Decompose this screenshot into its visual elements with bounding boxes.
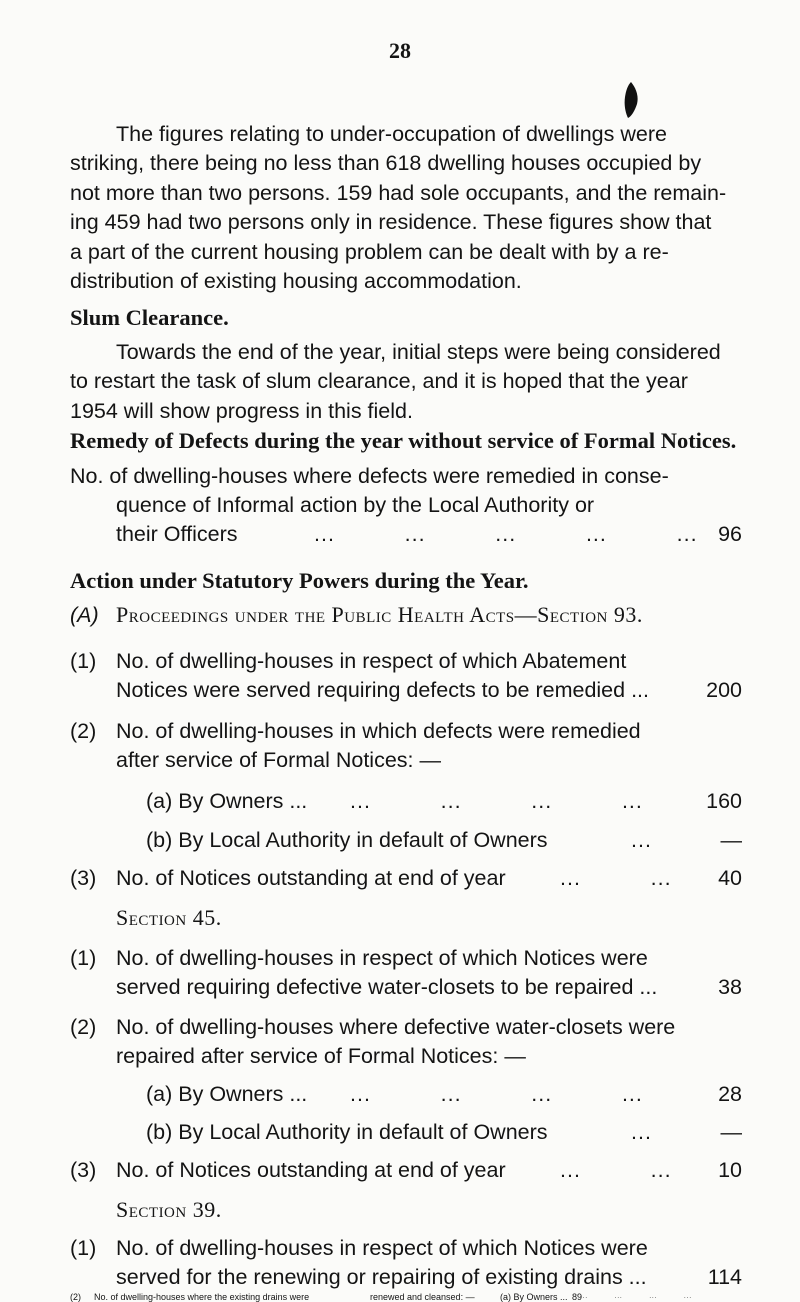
item-value: 38	[718, 975, 742, 999]
intro-paragraph	[70, 120, 742, 296]
remedy-value: 96	[718, 522, 742, 546]
leader-dots: ... ...	[560, 1158, 672, 1182]
item-number: (2)	[70, 1015, 97, 1039]
leader-dots: ... ... ... ...	[350, 789, 643, 813]
item-text: No. of dwelling-houses in respect of which Notices were	[116, 946, 648, 970]
item-row	[70, 716, 742, 746]
item-text: No. of dwelling-houses where defective water-closets were	[116, 1015, 676, 1039]
section-39-title: Section 39.	[116, 1197, 222, 1222]
item-row	[70, 1233, 742, 1263]
leader-dots: ... ... ... ...	[580, 1294, 693, 1300]
item-number: (3)	[70, 1158, 97, 1182]
item-row	[70, 1292, 742, 1302]
sub-item-label: (a) By Owners ...	[146, 789, 308, 813]
subheading-row	[70, 600, 742, 630]
slum-clearance-paragraph	[70, 338, 742, 426]
item-row	[70, 972, 742, 1002]
item-number: (1)	[70, 946, 97, 970]
sub-item-row	[70, 1117, 742, 1147]
slum-line: 1954 will show progress in this field.	[70, 398, 413, 423]
intro-line: not more than two persons. 159 had sole occupants, and the remain-	[70, 180, 727, 205]
remedy-line	[70, 490, 742, 520]
slum-line: Towards the end of the year, initial steps were being considered	[116, 340, 721, 364]
intro-line: a part of the current housing problem can be dealt with by a re-	[70, 239, 669, 264]
item-value: 10	[718, 1158, 742, 1182]
item-text: renewed and cleansed: —	[370, 1292, 475, 1302]
intro-line: ing 459 had two persons only in residence. These figures show that	[70, 210, 712, 235]
item-row	[70, 1262, 742, 1292]
remedy-text: their Officers	[116, 522, 238, 546]
item-value: 200	[706, 678, 742, 702]
ink-blot-mark	[622, 82, 640, 118]
sub-item-label: (a) By Owners ...	[500, 1292, 568, 1302]
item-row	[70, 1155, 742, 1185]
sub-item-value: —	[720, 1120, 742, 1144]
section-45-title: Section 45.	[116, 905, 222, 930]
page-foot-clip	[0, 1292, 800, 1302]
subheading-title: Proceedings under the Public Health Acts—Section 93.	[116, 602, 643, 627]
slum-clearance-heading: Slum Clearance.	[70, 305, 229, 330]
sub-item-row	[70, 825, 742, 855]
sub-item-value: 28	[718, 1082, 742, 1106]
item-row	[70, 745, 742, 775]
item-text: No. of dwelling-houses where the existing drains were	[94, 1292, 310, 1302]
item-text: Notices were served requiring defects to be remedied ...	[116, 678, 649, 702]
sub-item-value: —	[720, 828, 742, 852]
sub-item-label: (b) By Local Authority in default of Owners	[146, 828, 548, 852]
leader-dots: ... ... ... ...	[350, 1082, 643, 1106]
item-text: No. of dwelling-houses in respect of which Abatement	[116, 649, 627, 673]
item-number: (1)	[70, 1236, 97, 1260]
item-value: 40	[718, 866, 742, 890]
item-value: 114	[707, 1265, 742, 1289]
page-number: 28	[389, 38, 411, 63]
item-text: No. of dwelling-houses in which defects were remedied	[116, 719, 641, 743]
section-title-row	[70, 1195, 742, 1225]
remedy-text: No. of dwelling-houses where defects were remedied in conse-	[70, 464, 669, 488]
item-number: (1)	[70, 649, 97, 673]
item-text: No. of dwelling-houses in respect of which Notices were	[116, 1236, 648, 1260]
item-row	[70, 943, 742, 973]
slum-line: to restart the task of slum clearance, and it is hoped that the year	[70, 369, 688, 394]
item-row	[70, 646, 742, 676]
remedy-line	[70, 461, 742, 491]
subheading-prefix: (A)	[70, 603, 99, 627]
item-text: served for the renewing or repairing of existing drains ...	[116, 1265, 647, 1289]
remedy-text: quence of Informal action by the Local Authority or	[116, 493, 595, 517]
item-text: No. of Notices outstanding at end of year	[116, 866, 506, 890]
item-row	[70, 675, 742, 705]
statutory-heading: Action under Statutory Powers during the Year.	[70, 568, 529, 593]
intro-line: striking, there being no less than 618 dwelling houses occupied by	[70, 151, 702, 176]
leader-dots: ... ...	[560, 866, 672, 890]
item-number: (3)	[70, 866, 97, 890]
sub-item-label: (a) By Owners ...	[146, 1082, 308, 1106]
item-text: served requiring defective water-closets to be repaired ...	[116, 975, 658, 999]
leader-dots: ...	[631, 828, 652, 852]
intro-line: The figures relating to under-occupation of dwellings were	[116, 122, 667, 146]
leader-dots: ...	[631, 1120, 652, 1144]
remedy-total-row	[70, 519, 742, 549]
sub-item-row	[70, 1079, 742, 1109]
item-row	[70, 1012, 742, 1042]
sub-item-label: (b) By Local Authority in default of Owners	[146, 1120, 548, 1144]
sub-item-value: 160	[706, 789, 742, 813]
item-row	[70, 1041, 742, 1071]
sub-item-value: 89	[571, 1292, 582, 1302]
intro-line: distribution of existing housing accommodation.	[70, 269, 522, 294]
remedy-heading: Remedy of Defects during the year without service of Formal Notices.	[70, 428, 737, 453]
item-text: after service of Formal Notices: —	[116, 748, 441, 772]
sub-item-row	[70, 786, 742, 816]
item-number: (2)	[70, 1292, 81, 1302]
item-text: repaired after service of Formal Notices: —	[116, 1044, 526, 1068]
item-text: No. of Notices outstanding at end of year	[116, 1158, 506, 1182]
item-row	[70, 863, 742, 893]
section-title-row	[70, 903, 742, 933]
leader-dots: ... ... ... ... ...	[314, 522, 698, 546]
item-number: (2)	[70, 719, 97, 743]
